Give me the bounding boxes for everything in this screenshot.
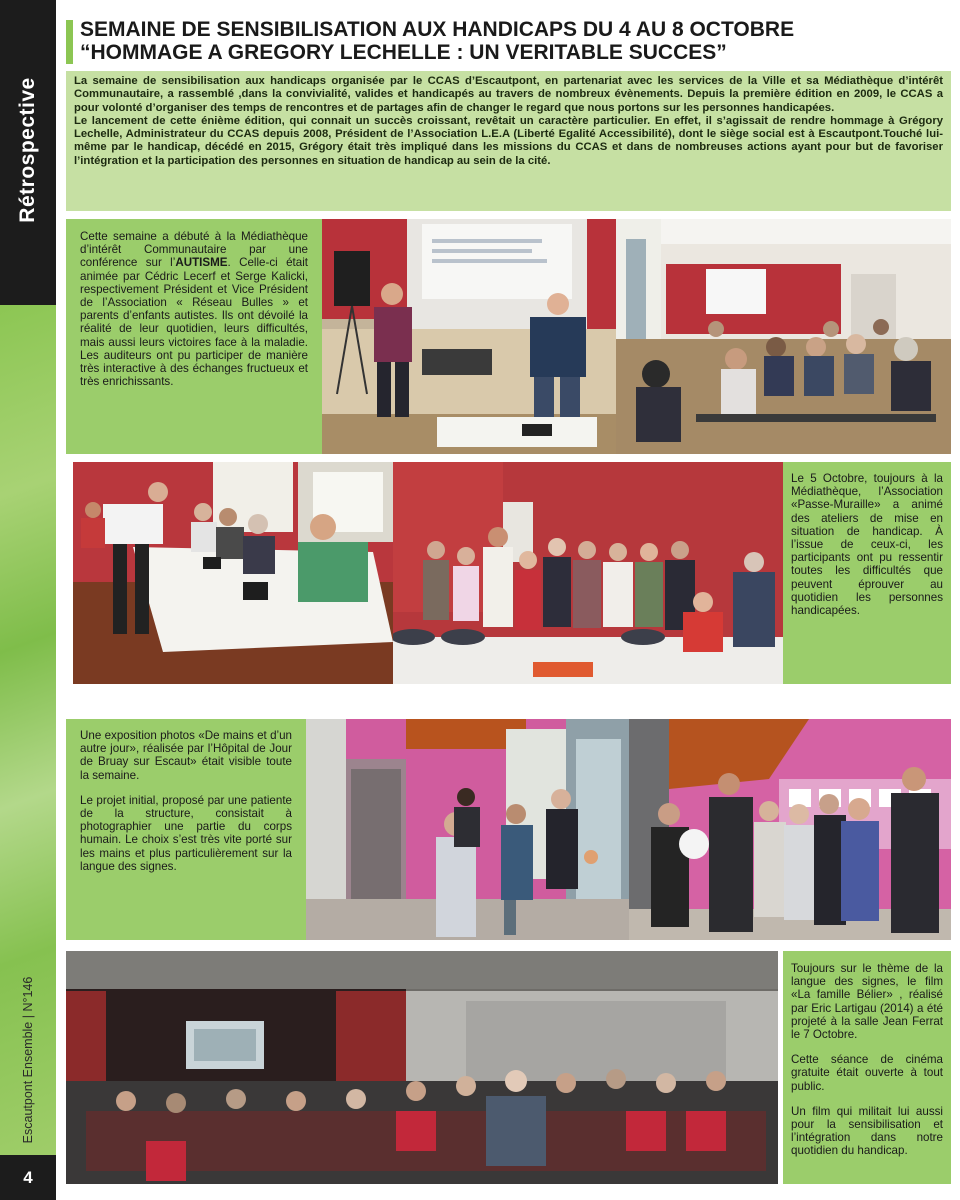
autism-keyword: AUTISME [175,256,228,270]
block4-paragraph-2: Cette séance de cinéma gratuite était ouverte à tout public. [791,1053,943,1093]
section-label: Rétrospective [16,77,39,223]
block3-paragraph-2: Le projet initial, proposé par une patiente de la structure, consistait à photographier une partie du corps humain. Le choix s’est très vite porté sur les mains et plus particulièrement sur la langue des signes. [80,793,292,873]
exhibition-text [66,719,306,940]
workshop-table-photo [73,462,393,684]
cinema-text [783,951,951,1184]
intro-paragraph-1: La semaine de sensibilisation aux handicaps organisée par le CCAS d’Escautpont, en partenariat avec les services de la Ville et sa Médiathèque d’intérêt Communautaire, a rassemblé ,dans la convivialité, valides et handicapés au travers de nombreux évènements. Depuis la première édition en 2009, le CCAS a pour volonté d’organiser des temps de rencontres et de partages afin de changer le regard que nous portons sur les personnes handicapées. [74,75,943,114]
page-title [80,18,950,64]
exhibition-visitors-photo [306,719,629,940]
page-number: 4 [0,1155,56,1200]
block1-before: Cette semaine a débuté à la Médiathèque d’intérêt Communautaire par une conférence sur l’ [80,230,308,270]
workshop-group-photo [393,462,783,684]
passe-muraille-text [783,462,951,684]
title-line-2: “HOMMAGE A GREGORY LECHELLE : UN VERITABLE SUCCES” [80,41,727,64]
title-accent-bar [66,20,73,64]
conference-audience-photo [616,219,951,454]
conference-speakers-photo [322,219,616,454]
block4-paragraph-3: Un film qui militait lui aussi pour la sensibilisation et l’intégration dans notre quotidien du handicap. [791,1104,943,1158]
block2-paragraph: Le 5 Octobre, toujours à la Médiathèque, l’Association «Passe-Muraille» a animé des ateliers de mise en situation de handicap. À l’issue de ceux-ci, les participants ont pu ressentir toutes les difficultés que peuvent éprouver au quotidien les personnes handicapées. [791,472,943,618]
block3-paragraph-1: Une exposition photos «De mains et d’un autre jour», réalisée par l’Hôpital de Jour de Bruay sur Escaut» était visible toute la semaine. [80,729,292,782]
sidebar [0,0,56,1200]
block4-paragraph-1: Toujours sur le thème de la langue des signes, le film «La famille Bélier» , réalisé par Eric Lartigau (2014) a été projeté à la salle Jean Ferrat le 7 Octobre. [791,962,943,1042]
block1-after: . Celle-ci était animée par Cédric Lecerf et Serge Kalicki, respectivement Président et Vice Président de l’Association « Réseau Bulles » et parents d’enfants autistes. Ils ont dévoilé la réalité de leur quotidien, leurs difficultés, mais aussi leurs victoires face à la maladie. Les auditeurs ont pu participer de manière très interactive à des échanges fructueux et très enrichissants. [80,256,308,389]
cinema-screening-photo [66,951,778,1184]
intro-box [66,71,951,211]
intro-paragraph-2: Le lancement de cette énième édition, qui connait un succès croissant, revêtait un caractère particulier. En effet, il s’agissait de rendre hommage à Grégory Lechelle, Administrateur du CCAS depuis 2008, Président de l’Association L.E.A (Liberté Egalité Accessibilité), dont le siège social est à Escautpont.Touché lui-même par le handicap, décédé en 2015, Grégory était très impliqué dans les missions du CCAS et dans de nombreuses actions ayant pour but de favoriser l’intégration et la participation des personnes en situation de handicap au sein de la cité. [74,114,943,167]
magazine-issue: Escautpont Ensemble | N°146 [21,976,35,1144]
exhibition-group-photo [629,719,951,940]
title-line-1: SEMAINE DE SENSIBILISATION AUX HANDICAPS DU 4 AU 8 OCTOBRE [80,18,795,41]
autism-conference-text [66,219,322,454]
